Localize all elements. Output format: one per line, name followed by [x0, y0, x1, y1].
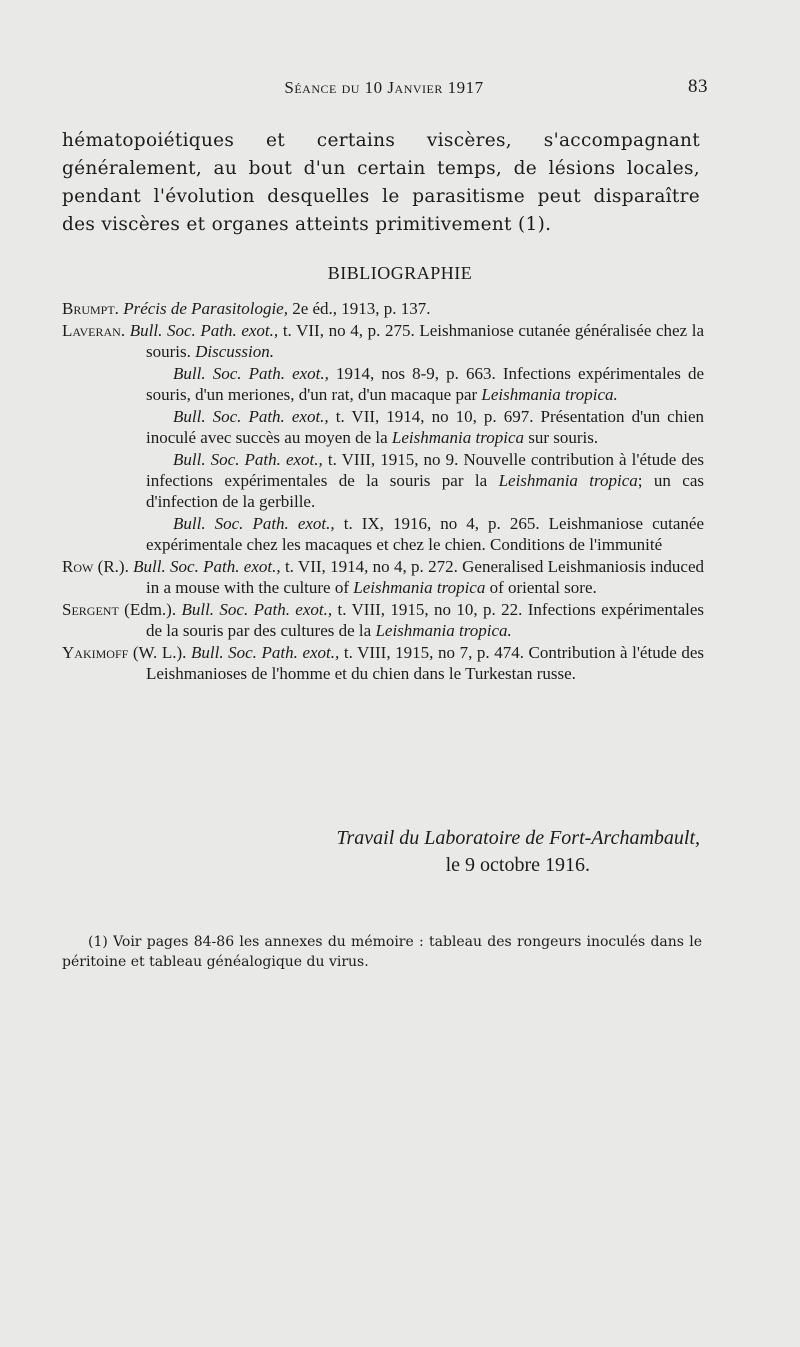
footnote: (1) Voir pages 84-86 les annexes du mémoire : tableau des rongeurs inoculés dans le péritoine et tableau généalogique du virus. — [62, 934, 702, 970]
bib-reference: Bull. Soc. Path. exot., — [173, 450, 323, 469]
bib-entry — [62, 298, 704, 319]
bib-details: t. VII, 1914, no 10, p. 697. Présentation d'un chien inoculé avec succès au moyen de la — [146, 407, 704, 447]
bibliography-heading: BIBLIOGRAPHIE — [327, 263, 473, 283]
bib-entry — [62, 599, 704, 641]
bib-italic-tail: Leishmania tropica. — [375, 621, 512, 640]
bib-italic-tail: Leishmania tropica — [498, 471, 638, 490]
bib-entry-continued — [62, 363, 704, 405]
bib-reference: Bull. Soc. Path. exot., — [129, 321, 279, 340]
bib-details: 1914, nos 8-9, p. 663. Infections expérimentales de souris, d'un meriones, d'un rat, d'un macaque par — [146, 364, 704, 404]
bib-details: t. VIII, 1915, no 9. Nouvelle contribution à l'étude des infections expérimentales de la souris par la — [146, 450, 705, 490]
running-title: Séance du 10 Janvier 1917 — [284, 78, 484, 97]
bib-italic-tail: Leishmania tropica. — [481, 385, 618, 404]
bib-reference: Bull. Soc. Path. exot., — [173, 407, 329, 426]
bib-author: Sergent — [62, 600, 119, 619]
bib-reference: Bull. Soc. Path. exot., — [173, 364, 329, 383]
bib-entry-continued — [62, 513, 704, 555]
body-paragraph: hématopoiétiques et certains viscères, s'accompagnant généralement, au bout d'un certain temps, de lésions locales, pendant l'évolution desquelles le parasitisme peut disparaître des viscères et organes atteints primitivement (1). — [62, 130, 700, 235]
bib-entry — [62, 642, 704, 684]
page-header — [60, 78, 708, 102]
signature-date: le 9 octobre 1916. — [445, 854, 590, 876]
bib-details: t. IX, 1916, no 4, p. 265. Leishmaniose cutanée expérimentale chez les macaques et chez le chien. Conditions de l'immunité — [146, 514, 704, 554]
bib-entry-continued — [62, 406, 704, 448]
bib-author-initials: (W. L.). — [132, 643, 187, 662]
bib-details: t. VIII, 1915, no 10, p. 22. Infections expérimentales de la souris par des cultures de la — [146, 600, 704, 640]
signature-laboratory: Travail du Laboratoire de Fort-Archambault, — [336, 827, 700, 849]
bib-tail: sur souris. — [528, 428, 599, 447]
bib-reference: Bull. Soc. Path. exot., — [190, 643, 340, 662]
bib-author: Laveran. — [62, 321, 126, 340]
bib-author-initials: (R.). — [97, 557, 129, 576]
bib-reference: Bull. Soc. Path. exot., — [133, 557, 281, 576]
bib-reference: Bull. Soc. Path. exot., — [181, 600, 333, 619]
bib-author: Brumpt. — [62, 299, 119, 318]
bib-tail: ; un cas d'infection de la gerbille. — [146, 471, 705, 511]
bib-author-initials: (Edm.). — [124, 600, 177, 619]
bib-reference: Précis de Parasitologie, — [123, 299, 288, 318]
bib-entry — [62, 556, 704, 598]
bib-author: Yakimoff — [62, 643, 129, 662]
bib-reference: Bull. Soc. Path. exot., — [173, 514, 335, 533]
bib-entry-continued — [62, 449, 704, 512]
bib-details: t. VIII, 1915, no 7, p. 474. Contribution à l'étude des Leishmanioses de l'homme et du chien dans le Turkestan russe. — [146, 643, 704, 683]
bib-author: Row — [62, 557, 94, 576]
bib-details: t. VII, 1914, no 4, p. 272. Generalised Leishmaniosis induced in a mouse with the culture of — [146, 557, 704, 597]
signature-block — [60, 825, 700, 879]
bib-details: t. VII, no 4, p. 275. Leishmaniose cutanée généralisée chez la souris. — [146, 321, 705, 361]
bib-tail: of oriental sore. — [489, 578, 597, 597]
bibliography-list — [62, 298, 704, 685]
bib-italic-tail: Leishmania tropica — [353, 578, 486, 597]
page-number: 83 — [688, 76, 708, 97]
bib-italic-tail: Discussion. — [195, 342, 274, 361]
bib-entry — [62, 320, 704, 362]
bib-details: 2e éd., 1913, p. 137. — [292, 299, 431, 318]
bib-italic-tail: Leishmania tropica — [391, 428, 524, 447]
